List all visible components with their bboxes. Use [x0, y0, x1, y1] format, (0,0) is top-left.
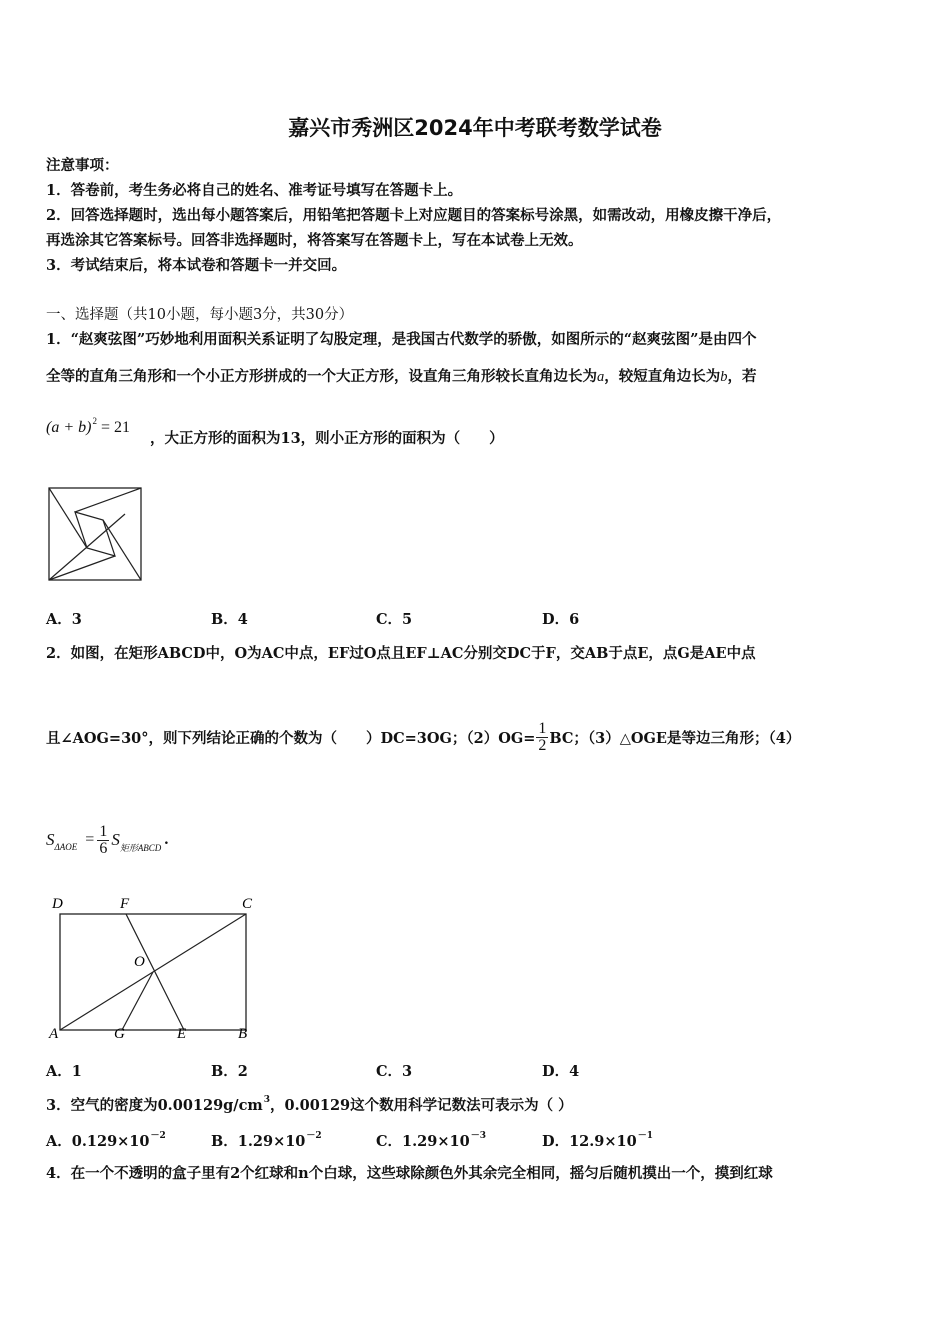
q2-s-right-sub: 矩形ABCD [119, 842, 162, 853]
q3-option-d-exp: －1 [637, 1131, 653, 1141]
notes-item-2-line-2: 再选涂其它答案标号。回答非选择题时，将答案写在答题卡上，写在本试卷上无效。 [46, 232, 583, 249]
label-d: D [52, 896, 63, 912]
label-c: C [242, 896, 253, 912]
zhao-shuang-diagram [47, 486, 143, 582]
q2-fraction-numerator: 1 [538, 719, 547, 737]
q1-var-a: a [597, 369, 605, 385]
q2-option-d[interactable]: D．4 [542, 1063, 580, 1080]
q3-text-b: ，0.00129这个数用科学记数法可表示为（ ） [270, 1097, 573, 1114]
q1-line-2-text-a: 全等的直角三角形和一个小正方形拼成的一个大正方形，设直角三角形较长直角边长为 [46, 368, 597, 385]
q3-text-a: 3．空气的密度为0.00129g/cm [46, 1097, 263, 1114]
q1-option-c[interactable]: C．5 [376, 611, 413, 628]
label-g: G [114, 1026, 125, 1042]
q2-s-left: S [46, 830, 55, 849]
q2-fraction-denominator: 2 [538, 736, 547, 754]
notes-item-1: 1．答卷前，考生务必将自己的姓名、准考证号填写在答题卡上。 [46, 182, 463, 199]
segment-og [122, 972, 153, 1030]
outer-square [49, 488, 141, 580]
q2-fraction-sixth-denominator: 6 [99, 839, 108, 857]
q2-s-left-sub: ΔAOE [54, 842, 78, 852]
q3-option-a[interactable] [46, 1128, 166, 1151]
inner-square [75, 512, 115, 556]
diagram-line-4 [103, 520, 141, 580]
q3-option-a-exp: －2 [150, 1131, 166, 1141]
label-e: E [177, 1026, 187, 1042]
section-heading: 一、选择题（共10小题，每小题3分，共30分） [46, 307, 354, 323]
q2-period: . [164, 831, 169, 848]
q4-line-1: 4．在一个不透明的盒子里有2个红球和n个白球，这些球除颜色外其余完全相同，摇匀后随机摸出一个，摸到红球 [46, 1165, 773, 1182]
rectangle-abcd-diagram [46, 892, 266, 1042]
notes-item-3: 3．考试结束后，将本试卷和答题卡一并交回。 [46, 257, 347, 274]
q3-option-d[interactable] [542, 1128, 653, 1151]
q3-option-d-base: D．12.9×10 [542, 1133, 637, 1150]
q3-option-c-base: C．1.29×10 [376, 1133, 470, 1150]
q2-fraction-sixth-numerator: 1 [99, 822, 108, 840]
q1-line-1: 1．“赵爽弦图”巧妙地利用面积关系证明了勾股定理，是我国古代数学的骄傲，如图所示的“赵爽弦图”是由四个 [46, 331, 757, 348]
q1-formula-rhs: = 21 [100, 419, 130, 436]
segment-ef [126, 914, 184, 1030]
q1-line-3: ，大正方形的面积为13，则小正方形的面积为（ ） [150, 430, 504, 447]
q2-area-formula [46, 818, 168, 862]
q1-formula-exponent: 2 [92, 416, 97, 426]
q3-option-a-base: A．0.129×10 [46, 1133, 150, 1150]
q2-line-2-text-a: 且∠AOG=30°，则下列结论正确的个数为（ ）DC=3OG；（2）OG= [46, 729, 536, 747]
q2-option-b[interactable]: B．2 [211, 1063, 248, 1080]
q2-s-right: S [111, 830, 120, 849]
label-b: B [238, 1026, 248, 1042]
q3-exponent: 3 [263, 1095, 271, 1105]
q1-option-d[interactable]: D．6 [542, 611, 580, 628]
q3-option-c[interactable] [376, 1128, 486, 1151]
q1-formula [46, 416, 130, 437]
q1-option-a[interactable]: A．3 [46, 611, 82, 628]
notes-heading: 注意事项： [46, 157, 119, 174]
label-o: O [134, 954, 145, 970]
q3-option-c-exp: －3 [470, 1131, 486, 1141]
q2-line-2 [46, 713, 800, 761]
label-f: F [120, 896, 130, 912]
q1-line-2 [46, 365, 757, 386]
notes-item-2-line-1: 2．回答选择题时，选出每小题答案后，用铅笔把答题卡上对应题目的答案标号涂黑，如需改动，用橡皮擦干净后， [46, 207, 782, 224]
q3-option-b-exp: －2 [306, 1131, 322, 1141]
q2-option-a[interactable]: A．1 [46, 1063, 82, 1080]
diagram-placeholder [49, 488, 141, 580]
q2-line-1: 2．如图，在矩形ABCD中，O为AC中点，EF过O点且EF⊥AC分别交DC于F，交AB于点E，点G是AE中点 [46, 645, 756, 662]
q2-equals: = [85, 831, 95, 848]
label-a: A [49, 1026, 59, 1042]
q3-option-b[interactable] [211, 1128, 322, 1151]
q1-line-2-text-c: ，若 [727, 368, 757, 385]
q1-var-b: b [720, 369, 728, 385]
q2-fraction-sixth [97, 824, 109, 857]
q2-fraction-half [536, 721, 548, 754]
q2-option-c[interactable]: C．3 [376, 1063, 413, 1080]
q1-option-b[interactable]: B．4 [211, 611, 248, 628]
diagram-line-5 [49, 556, 115, 580]
q1-line-2-text-b: ，较短直角边长为 [604, 368, 721, 385]
diagram-line-3 [75, 488, 141, 512]
page-title: 嘉兴市秀洲区2024年中考联考数学试卷 [288, 116, 662, 140]
q2-line-2-text-b: BC；（3）△OGE是等边三角形；（4） [549, 729, 801, 747]
q1-formula-base: (a + b) [46, 419, 92, 436]
q3-line-1 [46, 1094, 573, 1115]
q3-option-b-base: B．1.29×10 [211, 1133, 306, 1150]
diagram-line-2 [49, 488, 87, 548]
